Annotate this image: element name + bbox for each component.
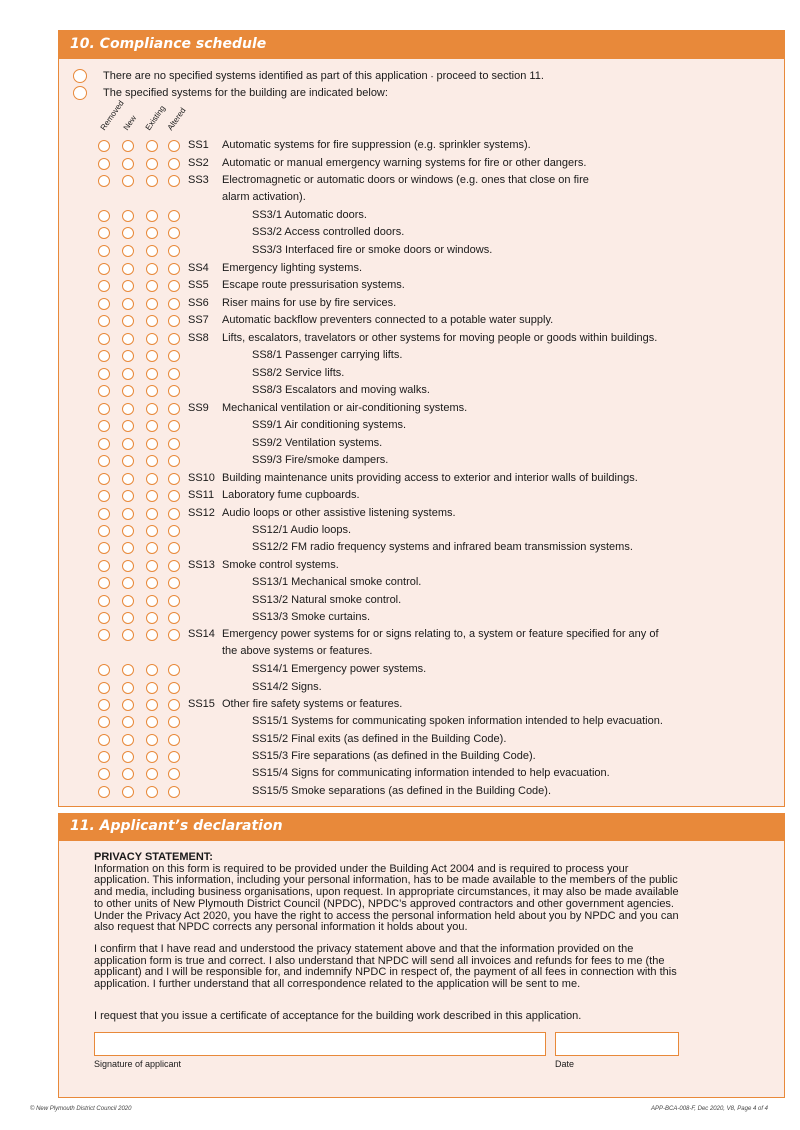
removed-radio[interactable] xyxy=(98,140,110,152)
removed-radio[interactable] xyxy=(98,560,110,572)
new-radio[interactable] xyxy=(122,420,134,432)
system-label-continued: the above systems or features. xyxy=(222,645,373,657)
new-radio[interactable] xyxy=(122,140,134,152)
system-code: SS8 xyxy=(188,332,209,344)
existing-radio[interactable] xyxy=(146,786,158,798)
subsystem-label: SS15/5 Smoke separations (as defined in the Building Code). xyxy=(252,785,552,797)
existing-radio[interactable] xyxy=(146,629,158,641)
section-11-title: 11. Applicant’s declaration xyxy=(70,818,283,834)
new-radio[interactable] xyxy=(122,751,134,763)
system-code: SS11 xyxy=(188,489,215,501)
removed-radio[interactable] xyxy=(98,298,110,310)
new-radio[interactable] xyxy=(122,227,134,239)
altered-radio[interactable] xyxy=(168,333,180,345)
altered-radio[interactable] xyxy=(168,629,180,641)
existing-radio[interactable] xyxy=(146,245,158,257)
removed-radio[interactable] xyxy=(98,175,110,187)
removed-radio[interactable] xyxy=(98,768,110,780)
subsystem-label: SS3/3 Interfaced fire or smoke doors or windows. xyxy=(252,244,493,256)
subsystem-label: SS15/2 Final exits (as defined in the Building Code). xyxy=(252,733,507,745)
specified-systems-radio[interactable] xyxy=(73,86,87,100)
subsystem-label: SS15/3 Fire separations (as defined in the Building Code). xyxy=(252,750,536,762)
system-code: SS2 xyxy=(188,157,209,169)
altered-radio[interactable] xyxy=(168,664,180,676)
removed-radio[interactable] xyxy=(98,158,110,170)
altered-radio[interactable] xyxy=(168,734,180,746)
existing-radio[interactable] xyxy=(146,577,158,589)
no-systems-radio[interactable] xyxy=(73,69,87,83)
system-label: Escape route pressurisation systems. xyxy=(222,279,405,291)
altered-radio[interactable] xyxy=(168,612,180,624)
altered-radio[interactable] xyxy=(168,227,180,239)
existing-radio[interactable] xyxy=(146,175,158,187)
removed-radio[interactable] xyxy=(98,699,110,711)
altered-radio[interactable] xyxy=(168,280,180,292)
system-label: Automatic or manual emergency warning systems for fire or other dangers. xyxy=(222,157,587,169)
date-field[interactable] xyxy=(555,1032,679,1056)
altered-radio[interactable] xyxy=(168,560,180,572)
new-radio[interactable] xyxy=(122,403,134,415)
altered-radio[interactable] xyxy=(168,350,180,362)
removed-radio[interactable] xyxy=(98,473,110,485)
altered-radio[interactable] xyxy=(168,682,180,694)
removed-radio[interactable] xyxy=(98,333,110,345)
removed-radio[interactable] xyxy=(98,455,110,467)
subsystem-label: SS15/4 Signs for communicating information intended to help evacuation. xyxy=(252,767,610,779)
removed-radio[interactable] xyxy=(98,385,110,397)
system-label: Emergency lighting systems. xyxy=(222,262,362,274)
existing-radio[interactable] xyxy=(146,298,158,310)
system-label: Automatic backflow preventers connected to a potable water supply. xyxy=(222,314,554,326)
system-label: Electromagnetic or automatic doors or windows (e.g. ones that close on fire xyxy=(222,174,589,186)
new-radio[interactable] xyxy=(122,350,134,362)
existing-radio[interactable] xyxy=(146,368,158,380)
system-code: SS4 xyxy=(188,262,209,274)
existing-radio[interactable] xyxy=(146,595,158,607)
existing-radio[interactable] xyxy=(146,734,158,746)
removed-radio[interactable] xyxy=(98,438,110,450)
altered-radio[interactable] xyxy=(168,508,180,520)
date-label: Date xyxy=(555,1059,575,1069)
removed-radio[interactable] xyxy=(98,751,110,763)
removed-radio[interactable] xyxy=(98,315,110,327)
new-radio[interactable] xyxy=(122,368,134,380)
subsystem-label: SS13/1 Mechanical smoke control. xyxy=(252,576,422,588)
no-systems-label: There are no specified systems identified as part of this application - proceed to section 11. xyxy=(103,70,544,82)
new-radio[interactable] xyxy=(122,245,134,257)
existing-radio[interactable] xyxy=(146,716,158,728)
existing-radio[interactable] xyxy=(146,682,158,694)
existing-radio[interactable] xyxy=(146,403,158,415)
system-label: Building maintenance units providing access to exterior and interior walls of buildings. xyxy=(222,472,638,484)
confirm-text: I confirm that I have read and understood the privacy statement above and that the information provided on the application form is true and correct. I also understand that NPDC will send all invoices and refunds for fees to me (the applicant) and I will be responsible for, and indemnify NPDC in respect of, the payment of all fees in connection with this application. I further understand that all correspondence related to the application will be sent to me. xyxy=(94,943,677,991)
subsystem-label: SS3/2 Access controlled doors. xyxy=(252,226,405,238)
existing-radio[interactable] xyxy=(146,333,158,345)
signature-label: Signature of applicant xyxy=(94,1059,182,1069)
new-radio[interactable] xyxy=(122,612,134,624)
altered-radio[interactable] xyxy=(168,595,180,607)
new-radio[interactable] xyxy=(122,263,134,275)
existing-radio[interactable] xyxy=(146,473,158,485)
altered-radio[interactable] xyxy=(168,455,180,467)
existing-radio[interactable] xyxy=(146,542,158,554)
section-11-header xyxy=(58,813,785,840)
new-radio[interactable] xyxy=(122,716,134,728)
column-header-existing: Existing xyxy=(143,103,168,132)
existing-radio[interactable] xyxy=(146,455,158,467)
altered-radio[interactable] xyxy=(168,140,180,152)
new-radio[interactable] xyxy=(122,385,134,397)
system-code: SS3 xyxy=(188,174,209,186)
subsystem-label: SS13/3 Smoke curtains. xyxy=(252,611,371,623)
column-header-altered: Altered xyxy=(165,106,188,132)
removed-radio[interactable] xyxy=(98,210,110,222)
new-radio[interactable] xyxy=(122,490,134,502)
new-radio[interactable] xyxy=(122,525,134,537)
new-radio[interactable] xyxy=(122,298,134,310)
new-radio[interactable] xyxy=(122,175,134,187)
section-10-header xyxy=(58,30,785,58)
removed-radio[interactable] xyxy=(98,263,110,275)
altered-radio[interactable] xyxy=(168,438,180,450)
removed-radio[interactable] xyxy=(98,664,110,676)
system-code: SS13 xyxy=(188,559,215,571)
existing-radio[interactable] xyxy=(146,699,158,711)
altered-radio[interactable] xyxy=(168,385,180,397)
privacy-heading: PRIVACY STATEMENT: xyxy=(94,851,213,863)
footer-copyright: © New Plymouth District Council 2020 xyxy=(30,1106,132,1112)
signature-field[interactable] xyxy=(94,1032,546,1056)
existing-radio[interactable] xyxy=(146,560,158,572)
system-label: Emergency power systems for or signs relating to, a system or feature specified for any of xyxy=(222,628,659,640)
existing-radio[interactable] xyxy=(146,751,158,763)
removed-radio[interactable] xyxy=(98,595,110,607)
system-label: Other fire safety systems or features. xyxy=(222,698,403,710)
new-radio[interactable] xyxy=(122,158,134,170)
altered-radio[interactable] xyxy=(168,403,180,415)
column-header-removed: Removed xyxy=(98,98,126,132)
new-radio[interactable] xyxy=(122,560,134,572)
column-header-new: New xyxy=(121,113,139,132)
altered-radio[interactable] xyxy=(168,315,180,327)
existing-radio[interactable] xyxy=(146,280,158,292)
subsystem-label: SS9/2 Ventilation systems. xyxy=(252,437,383,449)
altered-radio[interactable] xyxy=(168,245,180,257)
new-radio[interactable] xyxy=(122,699,134,711)
removed-radio[interactable] xyxy=(98,490,110,502)
new-radio[interactable] xyxy=(122,280,134,292)
subsystem-label: SS13/2 Natural smoke control. xyxy=(252,594,402,606)
system-code: SS14 xyxy=(188,628,215,640)
system-code: SS12 xyxy=(188,507,215,519)
removed-radio[interactable] xyxy=(98,403,110,415)
existing-radio[interactable] xyxy=(146,768,158,780)
new-radio[interactable] xyxy=(122,333,134,345)
existing-radio[interactable] xyxy=(146,490,158,502)
new-radio[interactable] xyxy=(122,595,134,607)
removed-radio[interactable] xyxy=(98,280,110,292)
altered-radio[interactable] xyxy=(168,577,180,589)
existing-radio[interactable] xyxy=(146,315,158,327)
altered-radio[interactable] xyxy=(168,158,180,170)
new-radio[interactable] xyxy=(122,664,134,676)
removed-radio[interactable] xyxy=(98,525,110,537)
removed-radio[interactable] xyxy=(98,577,110,589)
altered-radio[interactable] xyxy=(168,768,180,780)
subsystem-label: SS8/3 Escalators and moving walks. xyxy=(252,384,430,396)
no-systems-dash: - xyxy=(430,72,434,81)
system-label-continued: alarm activation). xyxy=(222,191,306,203)
system-code: SS9 xyxy=(188,402,209,414)
altered-radio[interactable] xyxy=(168,298,180,310)
existing-radio[interactable] xyxy=(146,664,158,676)
altered-radio[interactable] xyxy=(168,490,180,502)
subsystem-label: SS8/1 Passenger carrying lifts. xyxy=(252,349,403,361)
existing-radio[interactable] xyxy=(146,350,158,362)
new-radio[interactable] xyxy=(122,315,134,327)
new-radio[interactable] xyxy=(122,577,134,589)
removed-radio[interactable] xyxy=(98,786,110,798)
removed-radio[interactable] xyxy=(98,227,110,239)
altered-radio[interactable] xyxy=(168,210,180,222)
existing-radio[interactable] xyxy=(146,227,158,239)
removed-radio[interactable] xyxy=(98,420,110,432)
system-code: SS15 xyxy=(188,698,215,710)
removed-radio[interactable] xyxy=(98,508,110,520)
system-code: SS5 xyxy=(188,279,209,291)
altered-radio[interactable] xyxy=(168,420,180,432)
removed-radio[interactable] xyxy=(98,350,110,362)
subsystem-label: SS8/2 Service lifts. xyxy=(252,367,345,379)
new-radio[interactable] xyxy=(122,734,134,746)
system-label: Lifts, escalators, travelators or other systems for moving people or goods within buildings. xyxy=(222,332,658,344)
subsystem-label: SS9/1 Air conditioning systems. xyxy=(252,419,407,431)
altered-radio[interactable] xyxy=(168,716,180,728)
subsystem-label: SS15/1 Systems for communicating spoken information intended to help evacuation. xyxy=(252,715,663,727)
system-label: Smoke control systems. xyxy=(222,559,339,571)
existing-radio[interactable] xyxy=(146,612,158,624)
altered-radio[interactable] xyxy=(168,263,180,275)
removed-radio[interactable] xyxy=(98,734,110,746)
altered-radio[interactable] xyxy=(168,786,180,798)
altered-radio[interactable] xyxy=(168,473,180,485)
new-radio[interactable] xyxy=(122,786,134,798)
existing-radio[interactable] xyxy=(146,438,158,450)
altered-radio[interactable] xyxy=(168,368,180,380)
altered-radio[interactable] xyxy=(168,751,180,763)
system-label: Audio loops or other assistive listening systems. xyxy=(222,507,456,519)
removed-radio[interactable] xyxy=(98,716,110,728)
existing-radio[interactable] xyxy=(146,263,158,275)
removed-radio[interactable] xyxy=(98,629,110,641)
altered-radio[interactable] xyxy=(168,542,180,554)
removed-radio[interactable] xyxy=(98,542,110,554)
subsystem-label: SS9/3 Fire/smoke dampers. xyxy=(252,454,389,466)
subsystem-label: SS14/2 Signs. xyxy=(252,681,322,693)
removed-radio[interactable] xyxy=(98,612,110,624)
system-code: SS1 xyxy=(188,139,209,151)
system-code: SS6 xyxy=(188,297,209,309)
new-radio[interactable] xyxy=(122,210,134,222)
system-label: Automatic systems for fire suppression (e.g. sprinkler systems). xyxy=(222,139,531,151)
existing-radio[interactable] xyxy=(146,385,158,397)
new-radio[interactable] xyxy=(122,473,134,485)
new-radio[interactable] xyxy=(122,768,134,780)
system-code: SS7 xyxy=(188,314,209,326)
footer-form-ref: APP-BCA-008-F, Dec 2020, V8, Page 4 of 4 xyxy=(651,1106,768,1112)
specified-systems-label: The specified systems for the building are indicated below: xyxy=(103,87,388,99)
new-radio[interactable] xyxy=(122,438,134,450)
system-label: Riser mains for use by fire services. xyxy=(222,297,397,309)
new-radio[interactable] xyxy=(122,542,134,554)
removed-radio[interactable] xyxy=(98,368,110,380)
subsystem-label: SS12/2 FM radio frequency systems and infrared beam transmission systems. xyxy=(252,541,633,553)
new-radio[interactable] xyxy=(122,629,134,641)
system-label: Laboratory fume cupboards. xyxy=(222,489,360,501)
system-label: Mechanical ventilation or air-conditioning systems. xyxy=(222,402,468,414)
existing-radio[interactable] xyxy=(146,158,158,170)
request-text: I request that you issue a certificate of acceptance for the building work described in this application. xyxy=(94,1010,582,1022)
subsystem-label: SS14/1 Emergency power systems. xyxy=(252,663,427,675)
removed-radio[interactable] xyxy=(98,682,110,694)
privacy-statement xyxy=(94,852,684,934)
existing-radio[interactable] xyxy=(146,508,158,520)
existing-radio[interactable] xyxy=(146,140,158,152)
subsystem-label: SS3/1 Automatic doors. xyxy=(252,209,367,221)
privacy-text: Information on this form is required to be provided under the Building Act 2004 and is required to process your application. This information, including your personal information, has to be made available to the members of the public and media, including business organisations, upon request. In appropriate circumstances, it may also be made available to other units of New Plymouth District Council (NPDC), NPDC’s approved contractors and other government agencies. Under the Privacy Act 2020, you have the right to access the personal information held about you by NPDC and you can also request that NPDC corrects any personal information it holds about you. xyxy=(94,862,679,934)
existing-radio[interactable] xyxy=(146,525,158,537)
altered-radio[interactable] xyxy=(168,525,180,537)
existing-radio[interactable] xyxy=(146,210,158,222)
system-code: SS10 xyxy=(188,472,215,484)
altered-radio[interactable] xyxy=(168,175,180,187)
section-10-panel xyxy=(58,58,785,807)
existing-radio[interactable] xyxy=(146,420,158,432)
altered-radio[interactable] xyxy=(168,699,180,711)
new-radio[interactable] xyxy=(122,508,134,520)
removed-radio[interactable] xyxy=(98,245,110,257)
section-10-title: 10. Compliance schedule xyxy=(70,36,267,52)
new-radio[interactable] xyxy=(122,455,134,467)
subsystem-label: SS12/1 Audio loops. xyxy=(252,524,352,536)
new-radio[interactable] xyxy=(122,682,134,694)
